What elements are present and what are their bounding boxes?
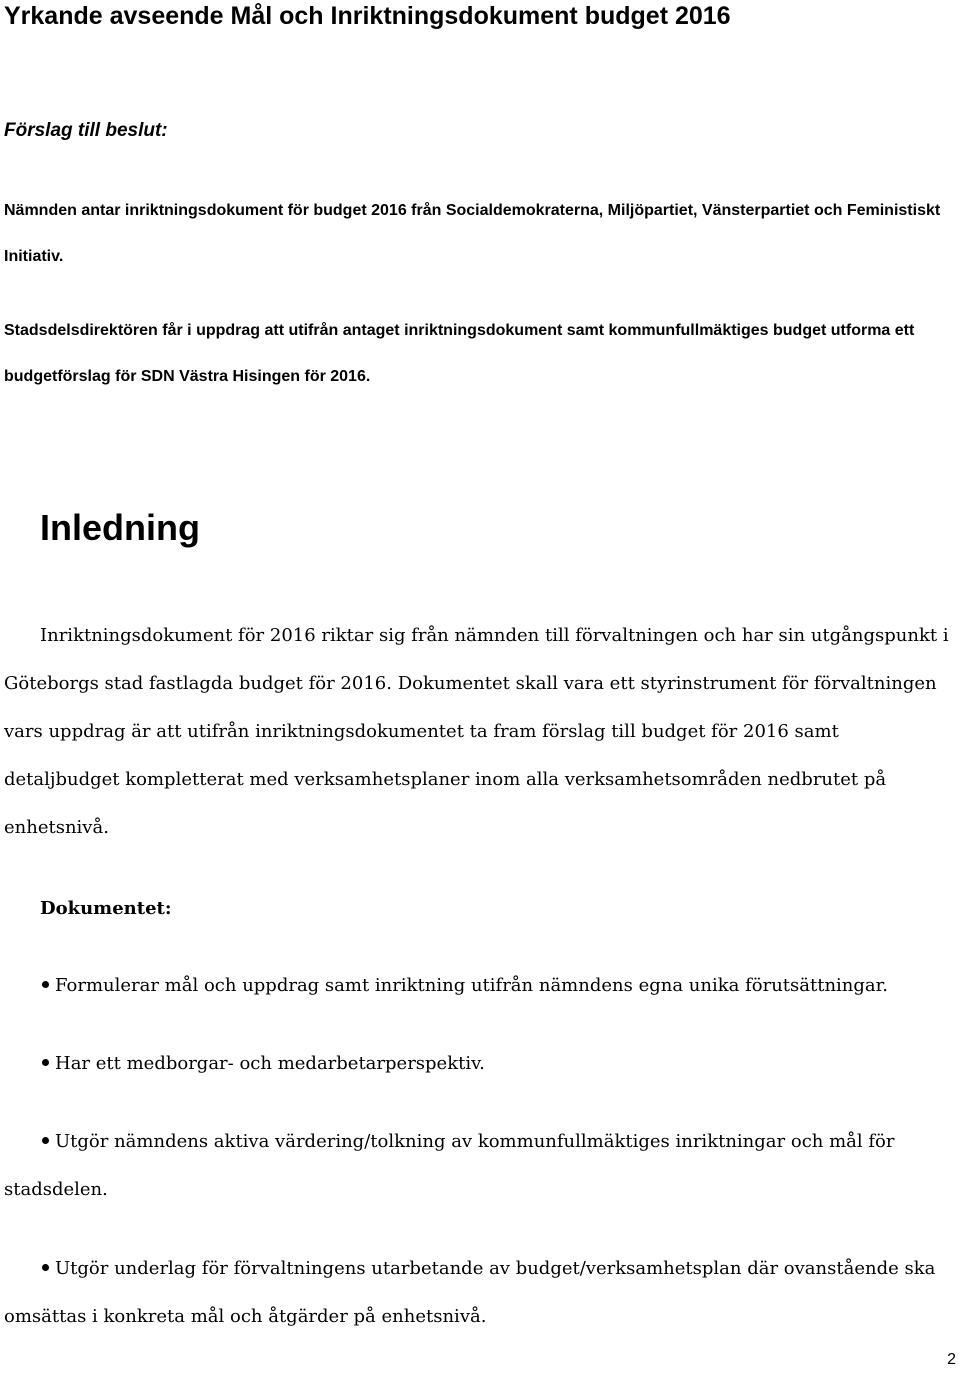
list-item <box>4 1040 956 1088</box>
decision-paragraph: Stadsdelsdirektören får i uppdrag att utifrån antaget inriktningsdokument samt kommunfullmäktiges budget utforma ett budgetförslag för SDN Västra Hisingen för 2016. <box>4 322 915 385</box>
list-item-text: Utgör underlag för förvaltningens utarbetande av budget/verksamhetsplan där ovanstående ska omsättas i konkreta mål och åtgärder på enhetsnivå. <box>4 1258 936 1327</box>
list-heading: Dokumentet: <box>40 898 172 919</box>
list-item-text: Utgör nämndens aktiva värdering/tolkning av kommunfullmäktiges inriktningar och mål för stadsdelen. <box>4 1131 895 1200</box>
document-title: Yrkande avseende Mål och Inriktningsdokument budget 2016 <box>4 2 731 30</box>
bullet-icon <box>42 1137 49 1144</box>
list-item-text: Har ett medborgar- och medarbetarperspektiv. <box>55 1053 485 1074</box>
intro-paragraph: Inriktningsdokument för 2016 riktar sig från nämnden till förvaltningen och har sin utgångspunkt i Göteborgs stad fastlagda budget för 2016. Dokumentet skall vara ett styrinstrument för förvaltningen vars uppdrag är att utifrån inriktningsdokumentet ta fram förslag till budget för 2016 samt detaljbudget kompletterat med verksamhetsplaner inom alla verksamhetsområden nedbrutet på enhetsnivå. <box>4 625 949 838</box>
bullet-icon <box>42 1264 49 1271</box>
decision-paragraph: Nämnden antar inriktningsdokument för budget 2016 från Socialdemokraterna, Miljöpartiet, Vänsterpartiet och Feministiskt Initiativ. <box>4 202 941 265</box>
bullet-icon <box>42 1059 49 1066</box>
list-item-text: Formulerar mål och uppdrag samt inriktning utifrån nämndens egna unika förutsättningar. <box>55 975 889 996</box>
section-heading-inledning: Inledning <box>40 507 200 548</box>
list-item <box>4 1245 956 1341</box>
list-item <box>4 962 956 1010</box>
bullet-icon <box>42 981 49 988</box>
list-item <box>4 1118 956 1214</box>
page-number: 2 <box>947 1351 956 1368</box>
proposal-heading: Förslag till beslut: <box>4 120 168 141</box>
